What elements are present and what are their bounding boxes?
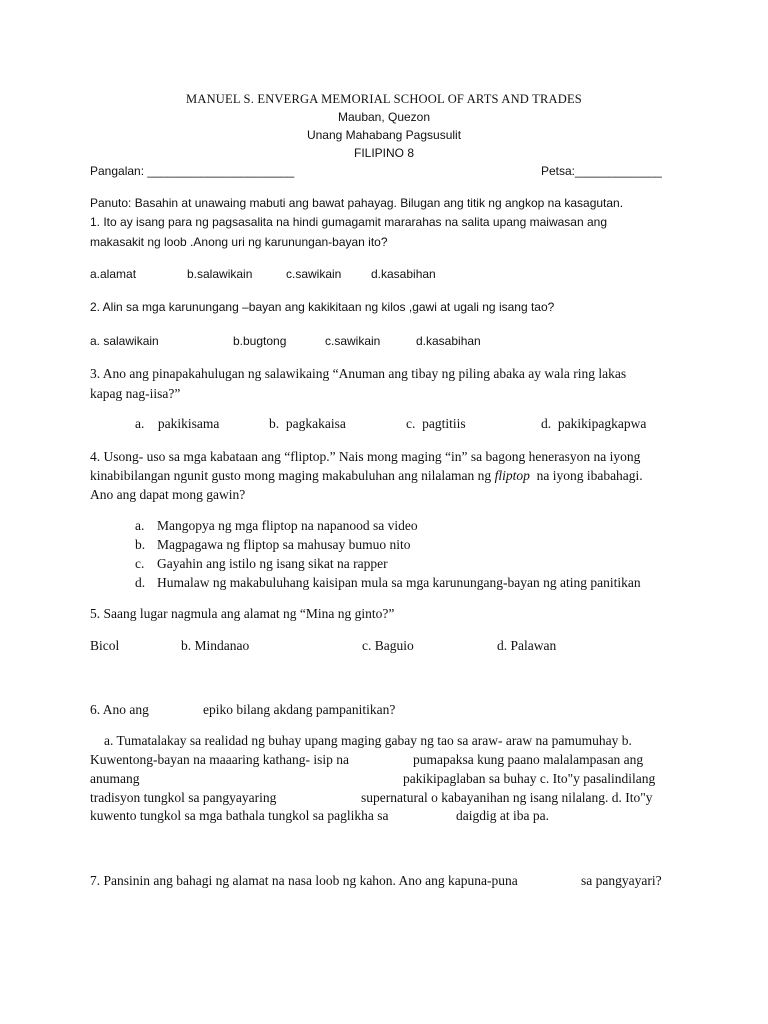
- exam-title: Unang Mahabang Pagsusulit: [306, 128, 462, 142]
- instructions: Panuto: Basahin at unawaing mabuti ang bawat pahayag. Bilugan ang titik ng angkop na kasagutan.: [90, 196, 624, 210]
- date-field-label: Petsa:_____________: [541, 164, 662, 178]
- school-name: MANUEL S. ENVERGA MEMORIAL SCHOOL OF ARTS AND TRADES: [186, 92, 582, 106]
- q4-option-c-letter: c.: [135, 556, 145, 571]
- subject-title: FILIPINO 8: [353, 146, 415, 160]
- q3-option-c: c. pagtitiis: [406, 416, 466, 431]
- q6-answer-line-5a: kuwento tungkol sa mga bathala tungkol sa paglikha sa: [90, 808, 389, 823]
- q1-option-c: c.sawikain: [286, 267, 342, 281]
- q4-option-a-letter: a.: [135, 518, 145, 533]
- question-2: 2. Alin sa mga karunungang –bayan ang kakikitaan ng kilos ,gawi at ugali ng isang tao?: [90, 300, 555, 314]
- q5-option-a: Bicol: [90, 638, 120, 653]
- q3-option-a: a. pakikisama: [135, 416, 220, 431]
- q1-option-d: d.kasabihan: [371, 267, 436, 281]
- q4-option-a: Mangopya ng mga fliptop na napanood sa video: [157, 518, 418, 533]
- q6-answer-line-2b: pumapaksa kung paano malalampasan ang: [413, 752, 644, 767]
- question-6-part-a: 6. Ano ang: [90, 702, 149, 717]
- q5-option-c: c. Baguio: [362, 638, 414, 653]
- question-5: 5. Saang lugar nagmula ang alamat ng “Mina ng ginto?”: [90, 606, 395, 621]
- q4-option-b-letter: b.: [135, 537, 146, 552]
- q6-answer-line-3a: anumang: [90, 771, 140, 786]
- q1-option-b: b.salawikain: [187, 267, 253, 281]
- q4-option-c: Gayahin ang istilo ng isang sikat na rapper: [157, 556, 388, 571]
- q6-answer-line-2a: Kuwentong-bayan na maaaring kathang- isip na: [90, 752, 350, 767]
- question-4-line-3: Ano ang dapat mong gawin?: [90, 487, 246, 502]
- q4-option-b: Magpagawa ng fliptop sa mahusay bumuo nito: [157, 537, 411, 552]
- question-1-line-2: makasakit ng loob .Anong uri ng karunungan-bayan ito?: [90, 235, 388, 249]
- q4-option-d-letter: d.: [135, 575, 146, 590]
- q6-answer-line-3b: pakikipaglaban sa buhay c. Ito"y pasalindilang: [403, 771, 656, 786]
- question-3-line-1: 3. Ano ang pinapakahulugan ng salawikaing “Anuman ang tibay ng piling abaka ay wala ring lakas: [90, 366, 627, 381]
- q2-option-b: b.bugtong: [233, 334, 287, 348]
- q6-answer-line-4b: supernatural o kabayanihan ng isang nilalang. d. Ito"y: [361, 790, 653, 805]
- q1-option-a: a.alamat: [90, 267, 137, 281]
- question-4-line-1: 4. Usong- uso sa mga kabataan ang “fliptop.” Nais mong maging “in” sa bagong henerasyon na iyong: [90, 449, 641, 464]
- q6-answer-line-5b: daigdig at iba pa.: [456, 808, 549, 823]
- q2-option-c: c.sawikain: [325, 334, 381, 348]
- q6-answer-line-1: a. Tumatalakay sa realidad ng buhay upang maging gabay ng tao sa araw- araw na pamumuhay b.: [104, 733, 632, 748]
- question-6-part-b: epiko bilang akdang pampanitikan?: [203, 702, 396, 717]
- q2-option-d: d.kasabihan: [416, 334, 481, 348]
- q4-option-d: Humalaw ng makabuluhang kaisipan mula sa mga karunungang-bayan ng ating panitikan: [157, 575, 641, 590]
- question-1-line-1: 1. Ito ay isang para ng pagsasalita na hindi gumagamit mararahas na salita upang maiwasan ang: [90, 215, 607, 229]
- q6-answer-line-4a: tradisyon tungkol sa pangyayaring: [90, 790, 277, 805]
- question-4-line-2: kinabibilangan ngunit gusto mong maging makabuluhan ang nilalaman ng fliptop na iyong ibabahagi.: [90, 468, 643, 483]
- question-7-part-b: sa pangyayari?: [581, 873, 662, 888]
- school-location: Mauban, Quezon: [337, 110, 431, 124]
- question-7-part-a: 7. Pansinin ang bahagi ng alamat na nasa loob ng kahon. Ano ang kapuna-puna: [90, 873, 518, 888]
- q5-option-b: b. Mindanao: [181, 638, 250, 653]
- q5-option-d: d. Palawan: [497, 638, 557, 653]
- question-3-line-2: kapag nag-iisa?”: [90, 386, 181, 401]
- q3-option-b: b. pagkakaisa: [269, 416, 346, 431]
- q2-option-a: a. salawikain: [90, 334, 159, 348]
- name-field-label: Pangalan: ______________________: [90, 164, 295, 178]
- q3-option-d: d. pakikipagkapwa: [541, 416, 647, 431]
